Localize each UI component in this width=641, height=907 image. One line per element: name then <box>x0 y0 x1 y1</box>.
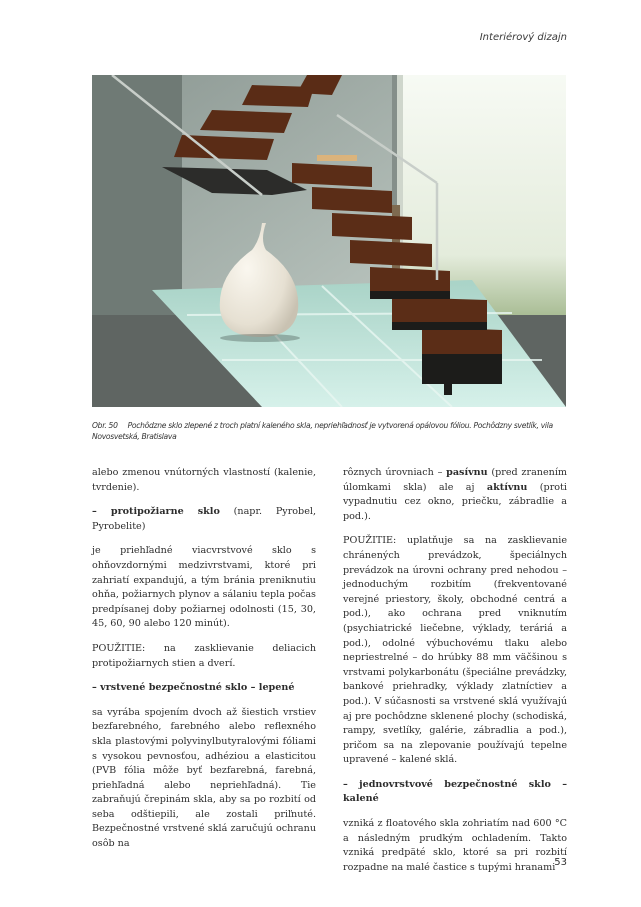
figure-caption <box>92 421 566 442</box>
usage-label: POUŽITIE: <box>92 642 146 654</box>
running-head: Interiérový dizajn <box>479 32 567 43</box>
left-paragraph-4: sa vyrába spojením dvoch až šiestich vrstiev bezfarebného, farebného alebo reflexného skla plastovými polyvinylbutyralovými fóliami s vysokou pevnosťou, adhéziou a elasticitou (PVB fólia môže byť bezfarebná, farebná, priehľadná alebo nepriehľadná). Tie zabraňujú črepinám skla, aby sa po rozbití od seba odštiepili, ale zostali priľnuté. Bezpečnostné vrstvené sklá zaručujú ochranu osôb na <box>92 706 316 850</box>
left-paragraph-1: alebo zmenou vnútorných vlastností (kalenie, tvrdenie). <box>92 467 316 493</box>
right-usage-paragraph <box>343 534 567 768</box>
active-term: aktívnu <box>486 481 528 493</box>
tempered-glass-heading: – jednovrstvové bezpečnostné sklo – kalené <box>343 778 567 805</box>
right-paragraph-3: vzniká z floatového skla zohriatím nad 600 °C a následným prudkým ochladením. Takto vzniká predpäté sklo, ktoré sa pri rozbití rozpadne na malé častice s tupými hranami <box>343 818 567 873</box>
left-column <box>92 466 316 852</box>
right-paragraph-1 <box>343 466 567 524</box>
fire-glass-heading <box>92 505 316 534</box>
fire-glass-examples: (napr. Pyrobel, Pyrobelite) <box>92 506 316 532</box>
laminated-glass-heading: – vrstvené bezpečnostné sklo – lepené <box>92 682 295 694</box>
page-number: 53 <box>554 857 567 868</box>
left-usage-paragraph <box>92 642 316 671</box>
fire-glass-title: – protipožiarne sklo <box>92 506 220 518</box>
usage-text: uplatňuje sa na zasklievanie chránených prevádzok, špeciálnych prevádzok na úrovni ochrany pred nehodou – jednoduchým rozbitím (frekventované verejné priestory, školy, obchodné centrá a pod.), ako ochrana pred vniknutím (psychiatrické liečebne, výklady, teráriá a pod.), odolné výbuchovému tlaku alebo nepriestrelné – do hrúbky 88 mm väčšinou s vrstvami polykarbonátu (špeciálne prevádzky, bankové priehradky, výklady zlatníctiev a pod.). V súčasnosti sa vrstvené sklá využívajú aj pre pochôdzne sklenené plochy (schodiská, rampy, svetlíky, galérie, zábradlia a pod.), pričom sa na zlepovanie používajú tepelne upravené – kalené sklá. <box>343 535 567 766</box>
figure-photo <box>92 75 566 407</box>
text-run: (pred zranením úlomkami skla) ale aj <box>343 467 567 493</box>
passive-term: pasívnu <box>446 467 488 478</box>
figure-caption-text: Pochôdzne sklo zlepené z troch platní kaleného skla, nepriehľadnosť je vytvorená opálovou fóliou. Pochôdzny svetlík, vila Novosvetská, Bratislava <box>92 421 553 441</box>
right-column <box>343 466 567 875</box>
text-run: (proti vypadnutiu cez okno, priečku, zábradlie a pod.). <box>343 481 567 522</box>
figure-number: Obr. 50 <box>92 421 118 430</box>
text-run: rôznych úrovniach – <box>343 467 447 478</box>
usage-label: POUŽITIE: <box>343 535 397 547</box>
staircase-photo-illustration <box>92 75 566 407</box>
usage-text: na zasklievanie deliacich protipožiarnych stien a dverí. <box>92 642 316 669</box>
left-paragraph-2: je priehľadné viacvrstvové sklo s ohňovzdornými medzivrstvami, ktoré pri zahriatí expandujú, a tým bránia preniknutiu ohňa, požiarnych plynov a sálaniu tepla počas predpísanej doby požiarnej odolnosti (15, 30, 45, 60, 90 alebo 120 minút). <box>92 545 316 630</box>
